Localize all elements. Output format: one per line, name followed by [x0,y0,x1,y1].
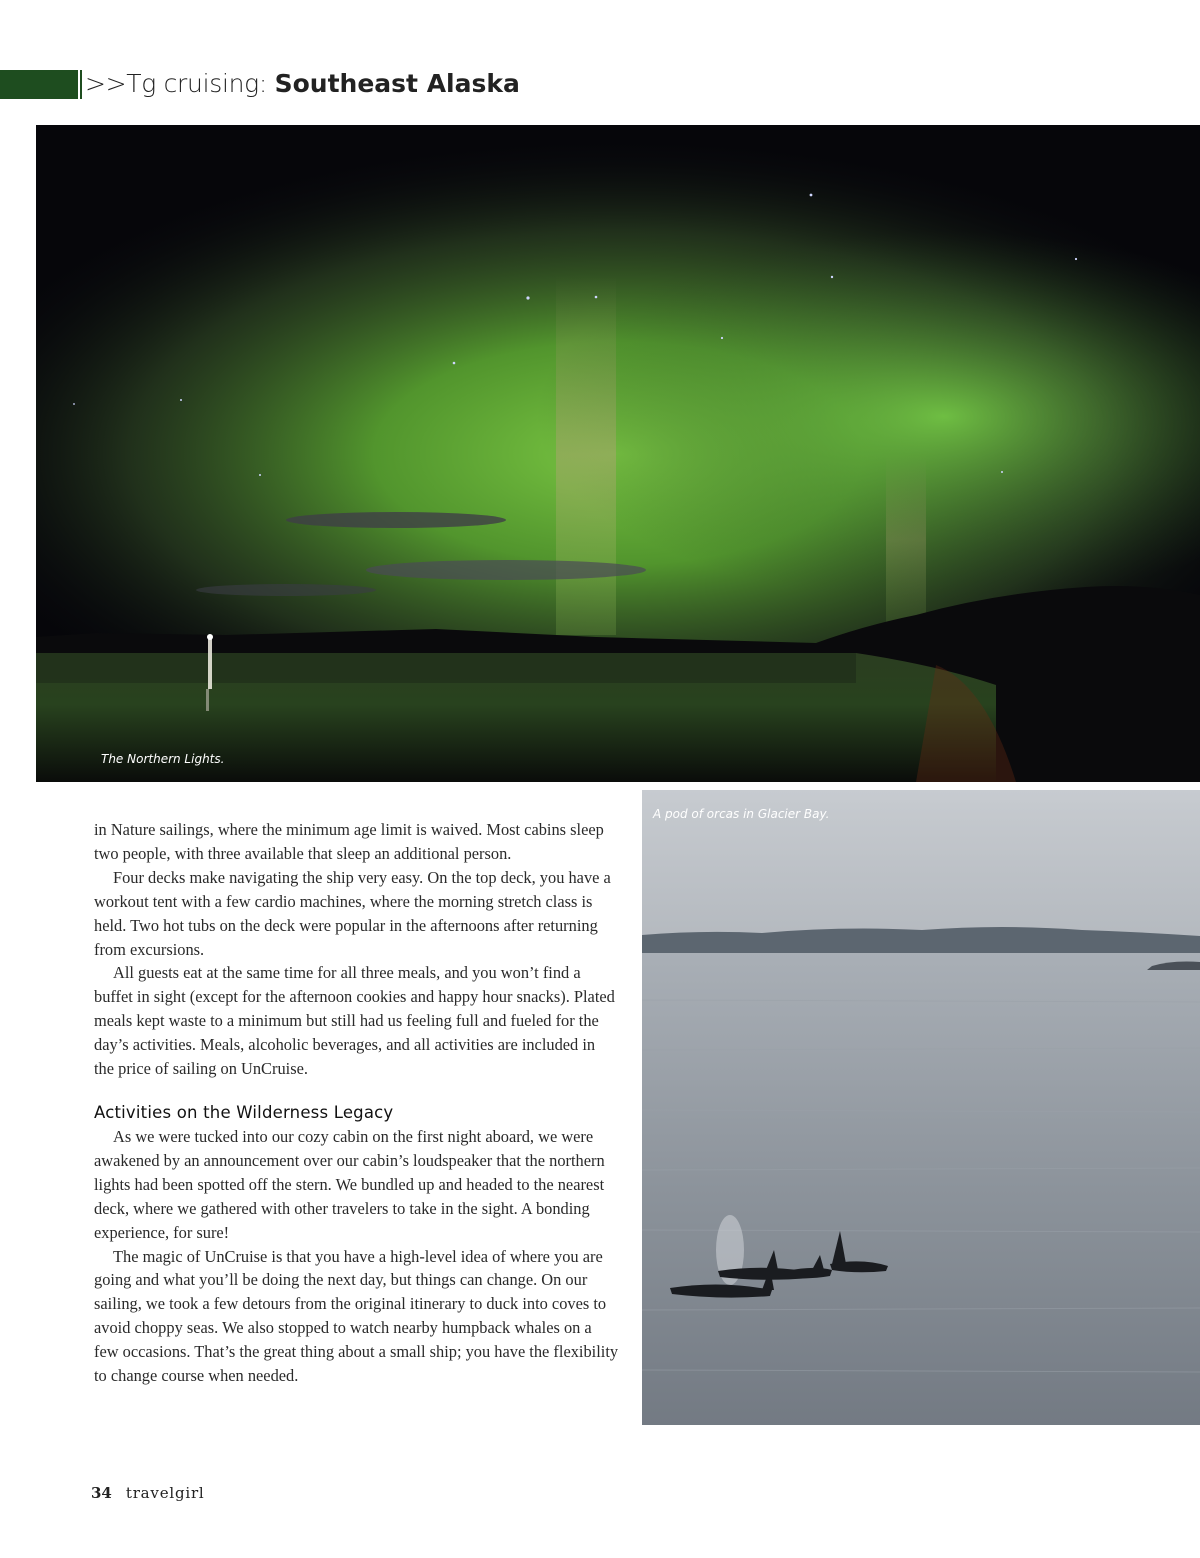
page-footer [91,1484,205,1502]
article-paragraph: The magic of UnCruise is that you have a high-level idea of where you are going and what you’ll be doing the next day, but things can change. On our sailing, we took a few detours from the original itinerary to duck into coves to avoid choppy seas. We also stopped to watch nearby humpback whales on a few occasions. That’s the great thing about a small ship; you have the flexibility to change course when needed. [94,1246,619,1386]
orca-caption: A pod of orcas in Glacier Bay. [653,807,830,821]
northern-lights-photo [36,125,1200,782]
section-title: Southeast Alaska [274,69,520,98]
hero-caption: The Northern Lights. [101,752,225,766]
page-number: 34 [91,1484,112,1502]
article-paragraph: All guests eat at the same time for all three meals, and you won’t find a buffet in sight (except for the afternoon cookies and happy hour snacks). Plated meals kept waste to a minimum but still had us feeling full and fueled for the day’s activities. Meals, alcoholic beverages, and all activities are included in the price of sailing on UnCruise. [94,963,615,1079]
orca-pod-photo [642,790,1200,1425]
section-divider [80,70,82,99]
northern-lights-image [36,125,1200,782]
article-paragraph: in Nature sailings, where the minimum age limit is waived. Most cabins sleep two people, with three available that sleep an additional person. [94,820,604,863]
article-body [94,818,619,1388]
orca-pod-image [642,790,1200,1425]
section-prefix: >>Tg cruising: [85,69,275,98]
magazine-brand: travelgirl [125,1484,205,1502]
article-paragraph: As we were tucked into our cozy cabin on the first night aboard, we were awakened by an announcement over our cabin’s loudspeaker that the northern lights had been spotted off the stern. We bundled up and headed to the nearest deck, where we gathered with other travelers to take in the sight. A bonding experience, for sure! [94,1126,605,1242]
section-header [85,66,520,102]
section-color-bar [0,70,78,99]
article-subheading: Activities on the Wilderness Legacy [94,1102,394,1122]
article-paragraph: Four decks make navigating the ship very easy. On the top deck, you have a workout tent with a few cardio machines, where the morning stretch class is held. Two hot tubs on the deck were popular in the afternoons after returning from excursions. [94,867,611,959]
